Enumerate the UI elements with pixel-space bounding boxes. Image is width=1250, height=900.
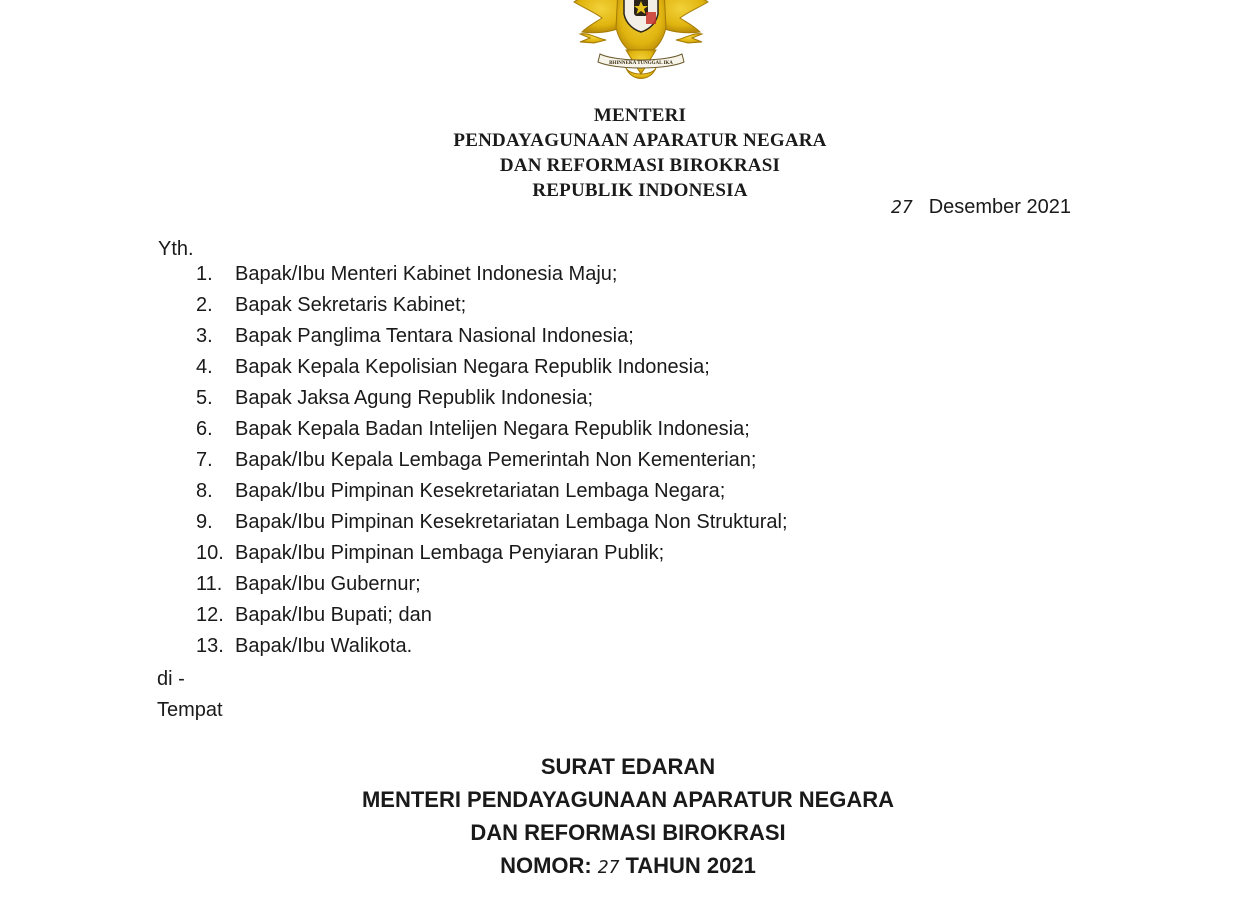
list-item-number: 5. (196, 387, 213, 409)
circular-title (0, 750, 1250, 884)
list-item (196, 631, 788, 662)
circular-number-prefix: NOMOR: (500, 853, 592, 878)
letterhead-country: REPUBLIK INDONESIA (532, 180, 748, 201)
list-item-text: Bapak/Ibu Walikota. (235, 635, 413, 657)
location-place: Tempat (157, 699, 223, 721)
list-item-text: Bapak/Ibu Menteri Kabinet Indonesia Maju; (235, 263, 618, 285)
list-item-number: 10. (196, 542, 224, 564)
letter-date (891, 196, 1071, 219)
date-day-handwritten: 27 (891, 197, 913, 218)
list-item-number: 3. (196, 325, 213, 347)
list-item-text: Bapak Kepala Badan Intelijen Negara Republik Indonesia; (235, 418, 750, 440)
list-item-text: Bapak/Ibu Kepala Lembaga Pemerintah Non Kementerian; (235, 449, 757, 471)
list-item-number: 7. (196, 449, 213, 471)
list-item-text: Bapak/Ibu Bupati; dan (235, 604, 432, 626)
list-item-text: Bapak/Ibu Pimpinan Kesekretariatan Lembaga Non Struktural; (235, 511, 788, 533)
list-item-number: 12. (196, 604, 224, 626)
list-item (196, 290, 788, 321)
list-item (196, 259, 788, 290)
list-item-number: 11. (196, 573, 223, 595)
location-prefix: di - (157, 668, 185, 690)
list-item-text: Bapak Sekretaris Kabinet; (235, 294, 467, 316)
circular-number (0, 849, 1250, 884)
list-item-number: 8. (196, 480, 213, 502)
list-item-text: Bapak Jaksa Agung Republik Indonesia; (235, 387, 594, 409)
list-item-text: Bapak/Ibu Pimpinan Kesekretariatan Lembaga Negara; (235, 480, 726, 502)
salutation: Yth. (158, 238, 194, 260)
list-item (196, 476, 788, 507)
list-item (196, 538, 788, 569)
list-item (196, 414, 788, 445)
list-item-number: 6. (196, 418, 213, 440)
list-item-number: 4. (196, 356, 213, 378)
list-item (196, 569, 788, 600)
list-item (196, 321, 788, 352)
circular-ministry-2: DAN REFORMASI BIROKRASI (470, 820, 786, 845)
list-item (196, 445, 788, 476)
circular-number-handwritten: 27 (597, 857, 620, 878)
list-item-number: 1. (196, 263, 213, 285)
circular-number-suffix: TAHUN 2021 (625, 853, 756, 878)
recipient-list (196, 259, 788, 662)
list-item-text: Bapak/Ibu Pimpinan Lembaga Penyiaran Publik; (235, 542, 665, 564)
emblem-motto: BHINNEKA TUNGGAL IKA (609, 61, 673, 66)
letterhead-title: MENTERI (593, 105, 687, 126)
list-item (196, 507, 788, 538)
list-item-number: 13. (196, 635, 224, 657)
list-item (196, 352, 788, 383)
letterhead-ministry: PENDAYAGUNAAN APARATUR NEGARA (453, 130, 827, 151)
list-item-number: 9. (196, 511, 213, 533)
list-item-text: Bapak/Ibu Gubernur; (235, 573, 421, 595)
garuda-emblem-icon (566, 0, 716, 90)
letterhead (0, 103, 1250, 203)
letterhead-ministry-2: DAN REFORMASI BIROKRASI (499, 155, 781, 176)
circular-heading: SURAT EDARAN (540, 754, 716, 779)
date-month-year: Desember 2021 (928, 196, 1071, 218)
list-item-text: Bapak Panglima Tentara Nasional Indonesia; (235, 325, 634, 347)
list-item (196, 600, 788, 631)
list-item-text: Bapak Kepala Kepolisian Negara Republik Indonesia; (235, 356, 710, 378)
circular-ministry: MENTERI PENDAYAGUNAAN APARATUR NEGARA (361, 787, 895, 812)
list-item-number: 2. (196, 294, 213, 316)
list-item (196, 383, 788, 414)
